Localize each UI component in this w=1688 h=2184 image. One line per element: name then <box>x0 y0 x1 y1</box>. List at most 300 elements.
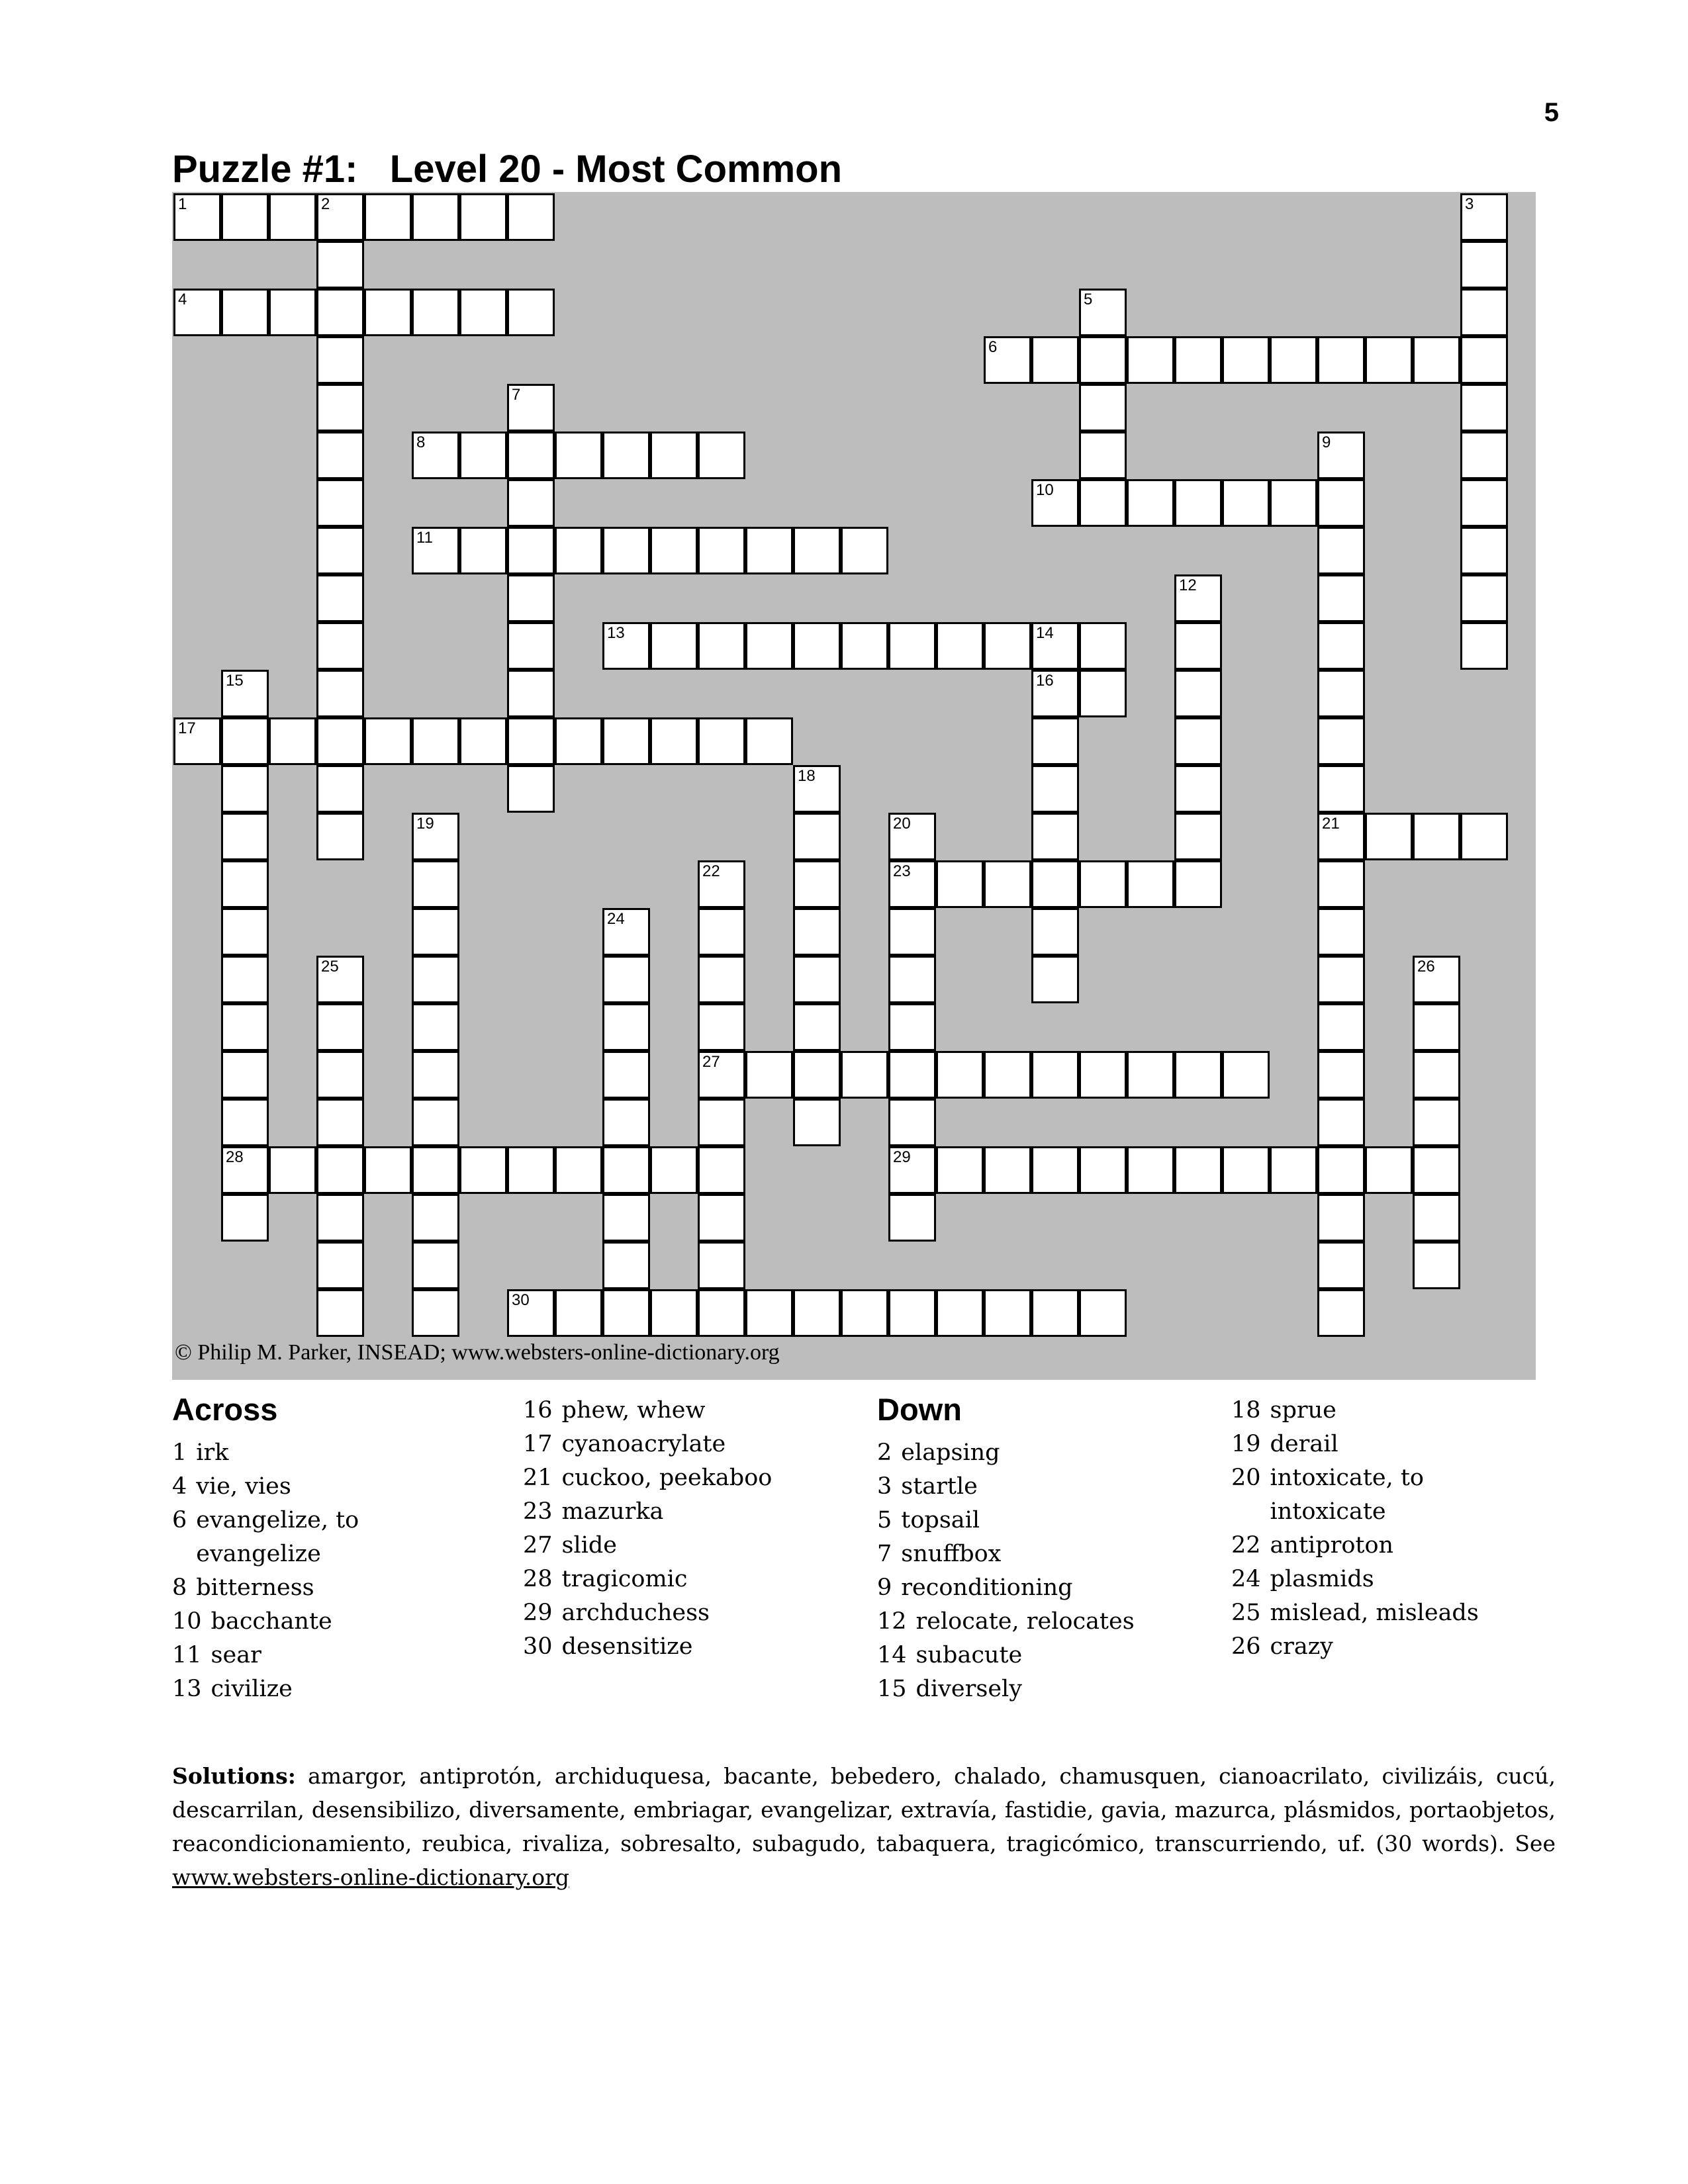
grid-cell[interactable] <box>1031 908 1079 956</box>
grid-cell[interactable] <box>602 622 650 670</box>
grid-cell[interactable] <box>602 527 650 574</box>
clue-item-number: 14 <box>877 1642 907 1668</box>
grid-cell[interactable] <box>221 1099 269 1146</box>
grid-cell[interactable] <box>1270 479 1317 527</box>
grid-cell[interactable] <box>1079 622 1127 670</box>
grid-cell[interactable] <box>984 1289 1031 1337</box>
grid-cell[interactable] <box>1365 336 1413 384</box>
grid-cell[interactable] <box>412 1003 459 1051</box>
clue-number: 2 <box>321 195 330 213</box>
grid-cell[interactable] <box>412 717 459 765</box>
grid-cell[interactable] <box>459 1146 507 1194</box>
grid-cell[interactable] <box>1127 479 1174 527</box>
grid-cell[interactable] <box>1079 670 1127 717</box>
clue-item-text: diversely <box>915 1676 1023 1702</box>
grid-cell[interactable] <box>1317 527 1365 574</box>
clue-item-number: 16 <box>523 1397 553 1424</box>
grid-cell[interactable] <box>1222 479 1270 527</box>
across-clue-list <box>172 1436 359 1706</box>
grid-cell[interactable] <box>1031 670 1079 717</box>
grid-cell[interactable] <box>650 622 698 670</box>
grid-cell[interactable] <box>698 1146 745 1194</box>
grid-cell[interactable] <box>1174 1146 1222 1194</box>
grid-cell[interactable] <box>1460 241 1508 289</box>
grid-cell[interactable] <box>1413 1242 1460 1289</box>
grid-cell[interactable] <box>316 1289 364 1337</box>
grid-cell[interactable] <box>1174 670 1222 717</box>
grid-cell[interactable] <box>412 1099 459 1146</box>
grid-cell[interactable] <box>269 289 316 336</box>
grid-cell[interactable] <box>1174 813 1222 860</box>
grid-cell[interactable] <box>507 717 555 765</box>
grid-cell[interactable] <box>1127 1051 1174 1099</box>
grid-cell[interactable] <box>602 1051 650 1099</box>
grid-cell[interactable] <box>1413 956 1460 1003</box>
grid-cell[interactable] <box>745 717 793 765</box>
clue-number: 8 <box>416 433 426 451</box>
grid-cell[interactable] <box>412 1289 459 1337</box>
grid-cell[interactable] <box>650 527 698 574</box>
grid-cell[interactable] <box>412 908 459 956</box>
grid-cell[interactable] <box>698 1099 745 1146</box>
grid-cell[interactable] <box>221 670 269 717</box>
grid-cell[interactable] <box>221 1051 269 1099</box>
grid-cell[interactable] <box>1079 336 1127 384</box>
grid-cell[interactable] <box>316 384 364 432</box>
grid-cell[interactable] <box>650 1146 698 1194</box>
grid-cell[interactable] <box>1031 622 1079 670</box>
grid-cell[interactable] <box>650 432 698 479</box>
grid-cell[interactable] <box>1365 1146 1413 1194</box>
grid-cell[interactable] <box>269 193 316 241</box>
grid-cell[interactable] <box>602 1003 650 1051</box>
down-clue-list-continued <box>1231 1394 1479 1664</box>
clue-item-text: startle <box>901 1473 978 1500</box>
grid-cell[interactable] <box>936 1146 984 1194</box>
grid-cell[interactable] <box>221 1146 269 1194</box>
clue-item-text: subacute <box>915 1642 1023 1668</box>
grid-cell[interactable] <box>1079 289 1127 336</box>
grid-cell[interactable] <box>173 289 221 336</box>
grid-cell[interactable] <box>1317 860 1365 908</box>
grid-cell[interactable] <box>459 717 507 765</box>
grid-cell[interactable] <box>1031 479 1079 527</box>
clue-item <box>523 1596 772 1630</box>
clue-item <box>172 1639 359 1672</box>
grid-cell[interactable] <box>1317 765 1365 813</box>
grid-cell[interactable] <box>888 1146 936 1194</box>
grid-cells <box>172 192 1536 1380</box>
grid-cell[interactable] <box>602 908 650 956</box>
grid-cell[interactable] <box>269 717 316 765</box>
grid-cell[interactable] <box>316 1194 364 1242</box>
grid-cell[interactable] <box>793 1099 841 1146</box>
grid-cell[interactable] <box>984 622 1031 670</box>
down-clues-column-1 <box>877 1390 1135 1706</box>
grid-cell[interactable] <box>984 860 1031 908</box>
grid-cell[interactable] <box>745 622 793 670</box>
grid-cell[interactable] <box>984 1051 1031 1099</box>
grid-cell[interactable] <box>936 860 984 908</box>
clue-number: 29 <box>893 1148 911 1166</box>
grid-cell[interactable] <box>316 241 364 289</box>
grid-cell[interactable] <box>507 479 555 527</box>
grid-cell[interactable] <box>316 336 364 384</box>
grid-cell[interactable] <box>1031 860 1079 908</box>
grid-cell[interactable] <box>316 1146 364 1194</box>
grid-cell[interactable] <box>316 289 364 336</box>
clue-item-text: mislead, misleads <box>1270 1600 1479 1626</box>
clue-item <box>172 1672 359 1706</box>
clue-item-number: 6 <box>172 1507 187 1533</box>
grid-cell[interactable] <box>364 717 412 765</box>
grid-cell[interactable] <box>221 1003 269 1051</box>
grid-cell[interactable] <box>316 717 364 765</box>
grid-cell[interactable] <box>793 1003 841 1051</box>
grid-cell[interactable] <box>602 956 650 1003</box>
clue-number: 27 <box>702 1053 720 1071</box>
grid-cell[interactable] <box>1317 670 1365 717</box>
grid-cell[interactable] <box>1031 813 1079 860</box>
grid-cell[interactable] <box>793 527 841 574</box>
grid-cell[interactable] <box>841 527 888 574</box>
grid-cell[interactable] <box>888 1289 936 1337</box>
grid-cell[interactable] <box>1079 384 1127 432</box>
grid-cell[interactable] <box>888 813 936 860</box>
grid-cell[interactable] <box>555 432 602 479</box>
grid-cell[interactable] <box>984 336 1031 384</box>
grid-cell[interactable] <box>507 432 555 479</box>
grid-cell[interactable] <box>793 956 841 1003</box>
grid-cell[interactable] <box>221 193 269 241</box>
grid-cell[interactable] <box>316 1099 364 1146</box>
grid-cell[interactable] <box>412 289 459 336</box>
grid-cell[interactable] <box>1413 1099 1460 1146</box>
grid-cell[interactable] <box>1174 574 1222 622</box>
clue-item <box>877 1537 1135 1571</box>
grid-cell[interactable] <box>602 1289 650 1337</box>
grid-cell[interactable] <box>1317 622 1365 670</box>
grid-cell[interactable] <box>1413 1194 1460 1242</box>
clue-item <box>877 1470 1135 1504</box>
grid-cell[interactable] <box>316 622 364 670</box>
grid-cell[interactable] <box>1413 1003 1460 1051</box>
grid-cell[interactable] <box>1079 432 1127 479</box>
grid-cell[interactable] <box>316 1003 364 1051</box>
grid-cell[interactable] <box>698 527 745 574</box>
grid-cell[interactable] <box>1031 1289 1079 1337</box>
grid-cell[interactable] <box>1127 336 1174 384</box>
grid-cell[interactable] <box>888 622 936 670</box>
grid-cell[interactable] <box>459 289 507 336</box>
clue-item <box>1231 1394 1479 1428</box>
grid-cell[interactable] <box>1079 860 1127 908</box>
grid-cell[interactable] <box>459 527 507 574</box>
clue-number: 1 <box>178 195 187 213</box>
grid-cell[interactable] <box>841 622 888 670</box>
grid-cell[interactable] <box>507 670 555 717</box>
grid-cell[interactable] <box>602 717 650 765</box>
grid-cell[interactable] <box>507 289 555 336</box>
grid-cell[interactable] <box>602 1194 650 1242</box>
grid-cell[interactable] <box>221 813 269 860</box>
dictionary-link[interactable]: www.websters-online-dictionary.org <box>172 1864 570 1890</box>
grid-cell[interactable] <box>602 1099 650 1146</box>
clue-number: 6 <box>988 338 998 356</box>
clue-item <box>1231 1428 1479 1461</box>
grid-cell[interactable] <box>316 956 364 1003</box>
grid-cell[interactable] <box>1317 1003 1365 1051</box>
grid-cell[interactable] <box>555 1289 602 1337</box>
clue-item-text: mazurka <box>561 1498 664 1525</box>
grid-cell[interactable] <box>1460 193 1508 241</box>
grid-cell[interactable] <box>221 860 269 908</box>
grid-cell[interactable] <box>1413 336 1460 384</box>
grid-cell[interactable] <box>507 622 555 670</box>
grid-cell[interactable] <box>364 289 412 336</box>
grid-cell[interactable] <box>1317 1289 1365 1337</box>
grid-cell[interactable] <box>888 1194 936 1242</box>
grid-cell[interactable] <box>698 622 745 670</box>
grid-cell[interactable] <box>698 956 745 1003</box>
grid-cell[interactable] <box>936 1289 984 1337</box>
grid-cell[interactable] <box>793 1051 841 1099</box>
grid-cell[interactable] <box>316 479 364 527</box>
clue-item <box>523 1495 772 1529</box>
grid-cell[interactable] <box>316 193 364 241</box>
grid-cell[interactable] <box>888 956 936 1003</box>
grid-cell[interactable] <box>459 193 507 241</box>
grid-cell[interactable] <box>173 717 221 765</box>
grid-cell[interactable] <box>602 1146 650 1194</box>
clue-item <box>877 1504 1135 1537</box>
grid-cell[interactable] <box>221 908 269 956</box>
grid-cell[interactable] <box>1174 765 1222 813</box>
grid-cell[interactable] <box>698 1289 745 1337</box>
grid-cell[interactable] <box>412 193 459 241</box>
grid-cell[interactable] <box>1031 956 1079 1003</box>
grid-cell[interactable] <box>1413 1051 1460 1099</box>
grid-cell[interactable] <box>412 860 459 908</box>
clue-item <box>877 1639 1135 1672</box>
grid-cell[interactable] <box>1317 1099 1365 1146</box>
grid-cell[interactable] <box>507 193 555 241</box>
grid-cell[interactable] <box>1222 336 1270 384</box>
grid-cell[interactable] <box>602 432 650 479</box>
grid-cell[interactable] <box>221 717 269 765</box>
grid-cell[interactable] <box>1222 1051 1270 1099</box>
grid-cell[interactable] <box>507 574 555 622</box>
grid-cell[interactable] <box>555 1146 602 1194</box>
grid-cell[interactable] <box>698 1003 745 1051</box>
grid-cell[interactable] <box>221 289 269 336</box>
grid-cell[interactable] <box>269 1146 316 1194</box>
grid-cell[interactable] <box>555 527 602 574</box>
grid-cell[interactable] <box>650 1289 698 1337</box>
grid-cell[interactable] <box>1460 336 1508 384</box>
grid-cell[interactable] <box>221 1194 269 1242</box>
grid-cell[interactable] <box>602 1242 650 1289</box>
clue-item-text: elapsing <box>901 1439 1000 1466</box>
grid-cell[interactable] <box>650 717 698 765</box>
grid-cell[interactable] <box>1174 860 1222 908</box>
across-clues-column-2 <box>523 1394 772 1664</box>
grid-cell[interactable] <box>1460 574 1508 622</box>
grid-cell[interactable] <box>1174 1051 1222 1099</box>
grid-cell[interactable] <box>316 765 364 813</box>
clue-item-number: 13 <box>172 1676 202 1702</box>
grid-cell[interactable] <box>1079 1146 1127 1194</box>
grid-cell[interactable] <box>793 622 841 670</box>
grid-cell[interactable] <box>1460 384 1508 432</box>
grid-cell[interactable] <box>316 1051 364 1099</box>
clue-item-text: antiproton <box>1270 1532 1394 1559</box>
grid-cell[interactable] <box>1174 336 1222 384</box>
grid-cell[interactable] <box>1317 1194 1365 1242</box>
grid-cell[interactable] <box>173 193 221 241</box>
grid-cell[interactable] <box>221 765 269 813</box>
grid-cell[interactable] <box>412 1242 459 1289</box>
clue-item <box>523 1394 772 1428</box>
grid-cell[interactable] <box>316 432 364 479</box>
grid-cell[interactable] <box>1460 622 1508 670</box>
grid-cell[interactable] <box>1317 717 1365 765</box>
grid-cell[interactable] <box>1174 717 1222 765</box>
grid-cell[interactable] <box>1270 1146 1317 1194</box>
grid-cell[interactable] <box>1317 574 1365 622</box>
grid-cell[interactable] <box>1317 479 1365 527</box>
grid-cell[interactable] <box>507 1289 555 1337</box>
grid-cell[interactable] <box>1222 1146 1270 1194</box>
grid-cell[interactable] <box>459 432 507 479</box>
grid-cell[interactable] <box>888 1051 936 1099</box>
grid-cell[interactable] <box>316 1242 364 1289</box>
grid-cell[interactable] <box>1460 289 1508 336</box>
grid-cell[interactable] <box>1317 336 1365 384</box>
grid-cell[interactable] <box>698 1051 745 1099</box>
grid-cell[interactable] <box>745 1051 793 1099</box>
grid-cell[interactable] <box>1031 1146 1079 1194</box>
clue-item <box>877 1672 1135 1706</box>
grid-cell[interactable] <box>1317 956 1365 1003</box>
grid-cell[interactable] <box>1317 1051 1365 1099</box>
grid-cell[interactable] <box>412 527 459 574</box>
grid-cell[interactable] <box>364 193 412 241</box>
grid-cell[interactable] <box>1413 1146 1460 1194</box>
grid-cell[interactable] <box>888 1099 936 1146</box>
grid-cell[interactable] <box>507 765 555 813</box>
grid-cell[interactable] <box>1079 1051 1127 1099</box>
grid-cell[interactable] <box>316 527 364 574</box>
grid-cell[interactable] <box>1079 479 1127 527</box>
grid-cell[interactable] <box>1270 336 1317 384</box>
clue-item <box>877 1605 1135 1639</box>
grid-cell[interactable] <box>316 813 364 860</box>
clue-item-number: 30 <box>523 1633 553 1660</box>
grid-cell[interactable] <box>841 1051 888 1099</box>
grid-cell[interactable] <box>1127 860 1174 908</box>
grid-cell[interactable] <box>1174 622 1222 670</box>
grid-cell[interactable] <box>1317 1242 1365 1289</box>
grid-cell[interactable] <box>698 432 745 479</box>
grid-cell[interactable] <box>698 1194 745 1242</box>
grid-cell[interactable] <box>1460 813 1508 860</box>
across-clue-list-continued <box>523 1394 772 1664</box>
grid-cell[interactable] <box>745 527 793 574</box>
grid-cell[interactable] <box>1031 336 1079 384</box>
clue-item-number: 5 <box>877 1507 892 1533</box>
grid-cell[interactable] <box>507 1146 555 1194</box>
grid-cell[interactable] <box>1317 1146 1365 1194</box>
grid-cell[interactable] <box>793 813 841 860</box>
grid-cell[interactable] <box>1317 813 1365 860</box>
grid-cell[interactable] <box>412 1146 459 1194</box>
grid-cell[interactable] <box>793 860 841 908</box>
grid-cell[interactable] <box>793 908 841 956</box>
grid-cell[interactable] <box>221 956 269 1003</box>
grid-cell[interactable] <box>1031 765 1079 813</box>
clue-item-text: derail <box>1270 1431 1338 1457</box>
grid-cell[interactable] <box>1317 432 1365 479</box>
clue-item-text: irk <box>196 1439 229 1466</box>
grid-cell[interactable] <box>507 527 555 574</box>
clue-item <box>1231 1630 1479 1664</box>
grid-cell[interactable] <box>888 860 936 908</box>
grid-cell[interactable] <box>364 1146 412 1194</box>
grid-cell[interactable] <box>936 1051 984 1099</box>
across-clues-column-1 <box>172 1390 359 1706</box>
grid-cell[interactable] <box>698 860 745 908</box>
grid-cell[interactable] <box>698 717 745 765</box>
grid-cell[interactable] <box>555 717 602 765</box>
grid-cell[interactable] <box>412 813 459 860</box>
grid-cell[interactable] <box>888 1003 936 1051</box>
grid-cell[interactable] <box>984 1146 1031 1194</box>
clue-item-number: 23 <box>523 1498 553 1525</box>
clue-number: 5 <box>1084 291 1093 308</box>
grid-cell[interactable] <box>698 908 745 956</box>
grid-cell[interactable] <box>1365 813 1413 860</box>
grid-cell[interactable] <box>1317 908 1365 956</box>
grid-cell[interactable] <box>888 908 936 956</box>
grid-cell[interactable] <box>745 1289 793 1337</box>
grid-cell[interactable] <box>412 1051 459 1099</box>
grid-cell[interactable] <box>793 765 841 813</box>
clue-number: 15 <box>226 672 244 690</box>
grid-cell[interactable] <box>1079 1289 1127 1337</box>
grid-cell[interactable] <box>316 670 364 717</box>
grid-cell[interactable] <box>1413 813 1460 860</box>
grid-cell[interactable] <box>698 1242 745 1289</box>
grid-cell[interactable] <box>1460 479 1508 527</box>
grid-cell[interactable] <box>1174 479 1222 527</box>
grid-cell[interactable] <box>412 1194 459 1242</box>
clue-item-number: 15 <box>877 1676 907 1702</box>
grid-cell[interactable] <box>1127 1146 1174 1194</box>
grid-cell[interactable] <box>412 956 459 1003</box>
grid-cell[interactable] <box>1031 717 1079 765</box>
grid-cell[interactable] <box>507 384 555 432</box>
grid-cell[interactable] <box>1031 1051 1079 1099</box>
grid-cell[interactable] <box>936 622 984 670</box>
grid-cell[interactable] <box>316 574 364 622</box>
grid-cell[interactable] <box>1460 432 1508 479</box>
grid-cell[interactable] <box>1460 527 1508 574</box>
grid-cell[interactable] <box>793 1289 841 1337</box>
clue-number: 14 <box>1036 624 1054 642</box>
grid-cell[interactable] <box>841 1289 888 1337</box>
grid-cell[interactable] <box>412 432 459 479</box>
